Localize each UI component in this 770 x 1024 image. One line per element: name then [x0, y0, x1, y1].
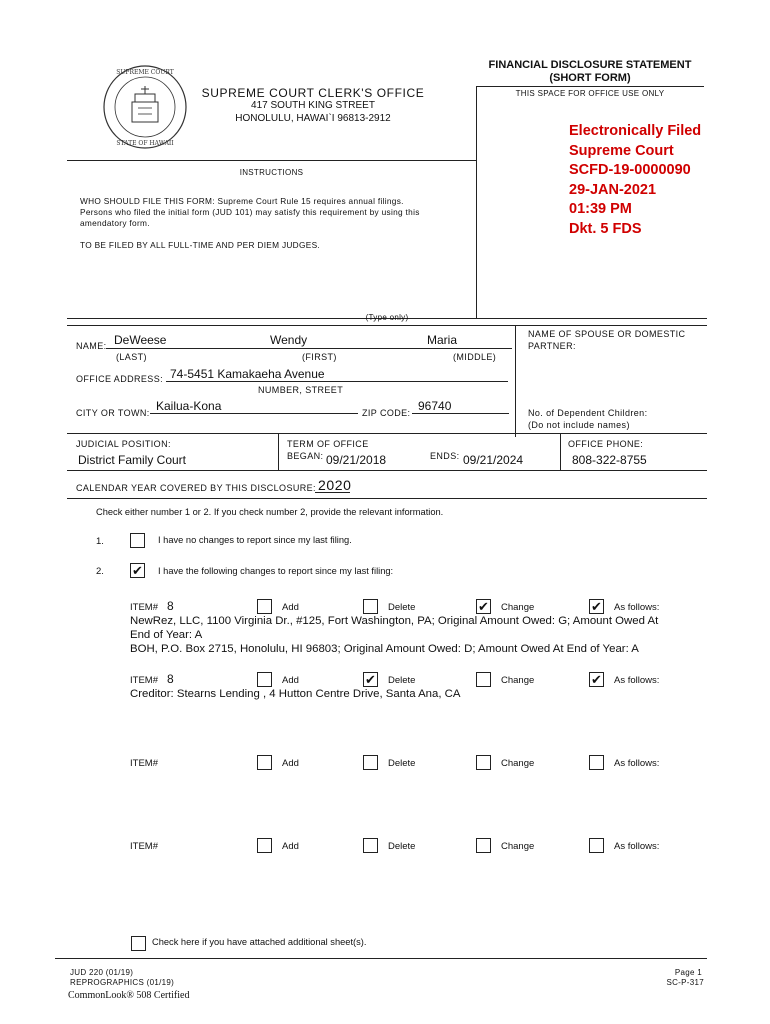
began-value[interactable]: 09/21/2018: [326, 453, 387, 467]
item-number[interactable]: 8: [167, 599, 174, 613]
item-as-follows-checkbox[interactable]: ✔: [589, 672, 604, 687]
additional-sheets-label: Check here if you have attached additional sheet(s).: [152, 937, 367, 947]
item-as-follows-label: As follows:: [614, 602, 660, 613]
office-name: SUPREME COURT CLERK'S OFFICE: [201, 86, 425, 100]
calendar-year-label: CALENDAR YEAR COVERED BY THIS DISCLOSURE:: [76, 483, 316, 493]
statement-title: FINANCIAL DISCLOSURE STATEMENT: [488, 59, 692, 71]
svg-text:SUPREME COURT: SUPREME COURT: [116, 69, 174, 76]
type-only-label: (Type only): [365, 313, 409, 322]
instructions-who-line: Persons who filed the initial form (JUD 101) may satisfy this requirement by using this: [80, 207, 420, 217]
option-2-label: I have the following changes to report since my last filing:: [158, 566, 394, 576]
certified-label: CommonLook® 508 Certified: [68, 990, 190, 1001]
zip-underline: [412, 413, 509, 414]
item-add-checkbox[interactable]: [257, 672, 272, 687]
item-description: Creditor: Stearns Lending , 4 Hutton Centre Drive, Santa Ana, CA: [130, 688, 461, 700]
item-add-label: Add: [282, 602, 299, 613]
form-code: SC-P-317: [666, 978, 704, 987]
option-2-checkbox[interactable]: ✔: [130, 563, 145, 578]
option-1-checkbox[interactable]: [130, 533, 145, 548]
calendar-year-value[interactable]: 2020: [318, 477, 352, 493]
office-phone-label: OFFICE PHONE:: [568, 439, 644, 449]
page-number: Page 1: [674, 968, 702, 977]
item-add-label: Add: [282, 841, 299, 852]
middle-name-value[interactable]: Maria: [427, 333, 458, 347]
instructions-who-line: amendatory form.: [80, 218, 150, 228]
item-delete-checkbox[interactable]: [363, 838, 378, 853]
spouse-column-border: [515, 325, 516, 437]
item-delete-checkbox[interactable]: ✔: [363, 672, 378, 687]
item-delete-checkbox[interactable]: [363, 599, 378, 614]
began-label: BEGAN:: [287, 451, 324, 461]
office-use-border: [476, 86, 477, 318]
phone-col-border: [560, 433, 561, 470]
item-change-checkbox[interactable]: ✔: [476, 599, 491, 614]
instructions-filed-by: TO BE FILED BY ALL FULL-TIME AND PER DIEM JUDGES.: [80, 240, 321, 250]
last-name-value[interactable]: DeWeese: [114, 333, 167, 347]
item-change-label: Change: [501, 758, 535, 769]
statement-subtitle: (SHORT FORM): [549, 72, 631, 84]
item-number[interactable]: 8: [167, 672, 174, 686]
number-street-label: NUMBER, STREET: [258, 385, 344, 395]
instructions-who-line: WHO SHOULD FILE THIS FORM: Supreme Court Rule 15 requires annual filings.: [80, 196, 404, 206]
option-1-label: I have no changes to report since my last filing.: [158, 535, 352, 545]
form-top-divider-2: [67, 325, 707, 326]
stamp-line: 29-JAN-2021: [569, 181, 657, 198]
item-label: ITEM#: [130, 841, 158, 852]
office-address-label: OFFICE ADDRESS:: [76, 374, 164, 384]
spouse-label: NAME OF SPOUSE OR DOMESTIC: [528, 329, 686, 339]
item-delete-label: Delete: [388, 675, 416, 686]
item-add-checkbox[interactable]: [257, 599, 272, 614]
dependents-sublabel: (Do not include names): [528, 420, 630, 430]
item-description: End of Year: A: [130, 629, 203, 641]
year-divider: [67, 498, 707, 499]
item-change-checkbox[interactable]: [476, 838, 491, 853]
instructions-divider: [67, 160, 476, 161]
city-label: CITY OR TOWN:: [76, 408, 150, 418]
item-delete-label: Delete: [388, 758, 416, 769]
first-name-value[interactable]: Wendy: [270, 333, 308, 347]
zip-value[interactable]: 96740: [418, 399, 452, 413]
position-col-border: [278, 433, 279, 470]
item-as-follows-label: As follows:: [614, 758, 660, 769]
court-seal-logo: [102, 64, 188, 150]
ends-label: ENDS:: [430, 451, 460, 461]
item-change-label: Change: [501, 602, 535, 613]
option-2-number: 2.: [96, 566, 104, 577]
item-change-label: Change: [501, 841, 535, 852]
instructions-heading: INSTRUCTIONS: [239, 168, 304, 177]
office-phone-value[interactable]: 808-322-8755: [572, 453, 647, 467]
office-address-value[interactable]: 74-5451 Kamakaeha Avenue: [170, 367, 325, 381]
office-use-label: THIS SPACE FOR OFFICE USE ONLY: [515, 89, 665, 98]
item-label: ITEM#: [130, 602, 158, 613]
office-street: 417 SOUTH KING STREET: [251, 100, 375, 111]
item-change-label: Change: [501, 675, 535, 686]
item-delete-label: Delete: [388, 841, 416, 852]
office-address-underline: [166, 381, 508, 382]
item-delete-label: Delete: [388, 602, 416, 613]
judicial-position-label: JUDICIAL POSITION:: [76, 439, 171, 449]
zip-label: ZIP CODE:: [362, 408, 411, 418]
item-add-label: Add: [282, 758, 299, 769]
middle-name-label: (MIDDLE): [453, 352, 497, 362]
city-underline: [150, 413, 358, 414]
svg-text:STATE OF HAWAII: STATE OF HAWAII: [116, 140, 174, 147]
stamp-line: Supreme Court: [569, 142, 674, 159]
footer-divider: [55, 958, 707, 959]
item-label: ITEM#: [130, 758, 158, 769]
spouse-label: PARTNER:: [528, 341, 576, 351]
check-instruction: Check either number 1 or 2. If you check number 2, provide the relevant information.: [96, 507, 444, 517]
item-delete-checkbox[interactable]: [363, 755, 378, 770]
last-name-label: (LAST): [116, 352, 147, 362]
office-city: HONOLULU, HAWAI`I 96813-2912: [235, 113, 391, 124]
item-add-checkbox[interactable]: [257, 838, 272, 853]
item-add-label: Add: [282, 675, 299, 686]
position-row-bottom: [67, 470, 707, 471]
item-as-follows-label: As follows:: [614, 675, 660, 686]
item-add-checkbox[interactable]: [257, 755, 272, 770]
item-change-checkbox[interactable]: [476, 755, 491, 770]
additional-sheets-checkbox[interactable]: [131, 936, 146, 951]
item-change-checkbox[interactable]: [476, 672, 491, 687]
stamp-line: Electronically Filed: [569, 123, 702, 139]
ends-value[interactable]: 09/21/2024: [463, 453, 524, 467]
dependents-label: No. of Dependent Children:: [528, 408, 648, 418]
judicial-position-value[interactable]: District Family Court: [78, 453, 187, 467]
position-row-top: [67, 433, 707, 434]
option-1-number: 1.: [96, 536, 104, 547]
item-as-follows-checkbox[interactable]: ✔: [589, 599, 604, 614]
item-as-follows-checkbox[interactable]: [589, 755, 604, 770]
office-use-divider: [476, 86, 704, 87]
stamp-line: 01:39 PM: [569, 201, 632, 217]
name-underline: [106, 348, 512, 349]
electronic-filing-stamp: [569, 122, 701, 239]
stamp-line: Dkt. 5 FDS: [569, 220, 642, 237]
first-name-label: (FIRST): [302, 352, 337, 362]
stamp-line: SCFD-19-0000090: [569, 162, 691, 178]
name-label: NAME:: [76, 341, 107, 351]
item-description: BOH, P.O. Box 2715, Honolulu, HI 96803; Original Amount Owed: D; Amount Owed At End of Year: A: [130, 643, 639, 655]
item-as-follows-label: As follows:: [614, 841, 660, 852]
city-value[interactable]: Kailua-Kona: [156, 399, 222, 413]
term-label: TERM OF OFFICE: [287, 439, 369, 449]
form-number: JUD 220 (01/19): [70, 968, 134, 977]
item-as-follows-checkbox[interactable]: [589, 838, 604, 853]
item-description: NewRez, LLC, 1100 Virginia Dr., #125, Fort Washington, PA; Original Amount Owed: G; Amount Owed At: [130, 615, 659, 627]
reprographics: REPROGRAPHICS (01/19): [70, 978, 175, 987]
item-label: ITEM#: [130, 675, 158, 686]
